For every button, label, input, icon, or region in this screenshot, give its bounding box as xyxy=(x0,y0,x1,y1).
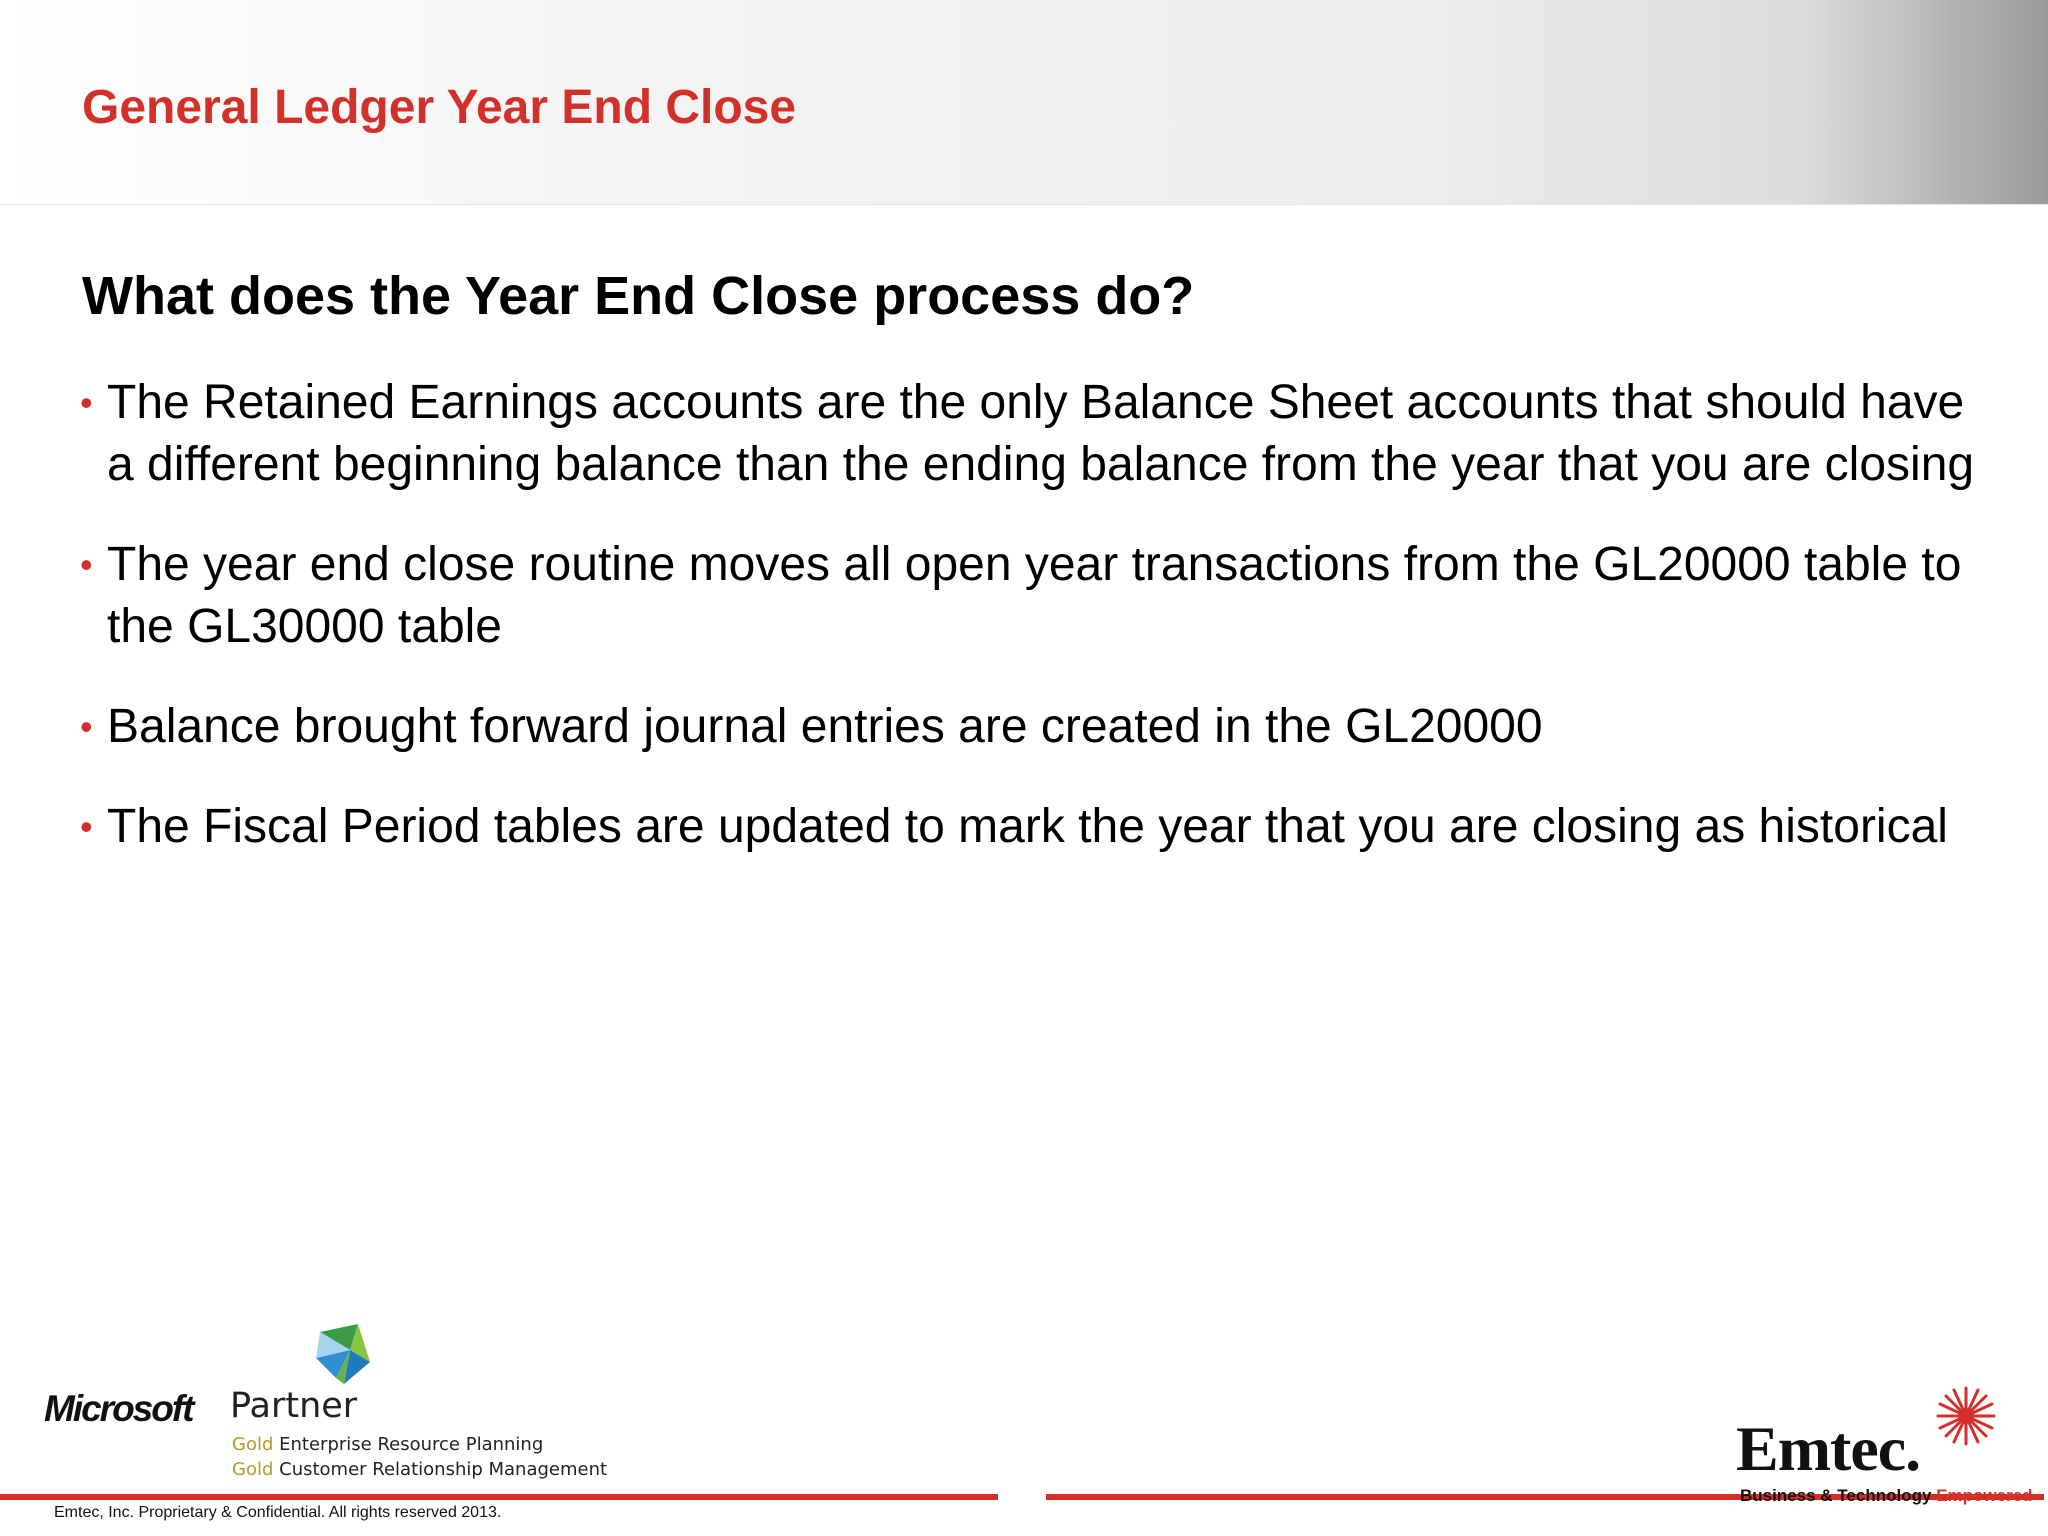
competency-area: Enterprise Resource Planning xyxy=(279,1434,544,1455)
bullet-item xyxy=(80,372,1980,496)
partner-label: Partner xyxy=(230,1386,358,1426)
bullet-text: The Retained Earnings accounts are the only Balance Sheet accounts that should have a different beginning balance than the ending balance from the year that you are closing xyxy=(107,376,1975,491)
footer-divider-left xyxy=(0,1494,998,1500)
competency-crm xyxy=(232,1459,607,1480)
competency-area: Customer Relationship Management xyxy=(279,1459,608,1480)
tagline-accent: Empowered xyxy=(1936,1486,2033,1505)
bullet-text: The Fiscal Period tables are updated to mark the year that you are closing as historical xyxy=(107,800,1948,853)
microsoft-wordmark: Microsoft xyxy=(44,1388,193,1429)
competency-erp xyxy=(232,1434,543,1455)
bullet-dot: • xyxy=(80,806,93,847)
tagline-main: Business & Technology xyxy=(1740,1486,1932,1505)
emtec-wordmark: Emtec. xyxy=(1736,1413,1921,1484)
bullet-item xyxy=(80,696,1980,758)
partner-network-icon xyxy=(306,1318,386,1390)
bullet-dot: • xyxy=(80,544,93,585)
emtec-starburst-icon xyxy=(1934,1384,1998,1448)
slide-title: General Ledger Year End Close xyxy=(82,81,797,134)
competency-level: Gold xyxy=(232,1434,274,1455)
bullet-list xyxy=(80,372,1980,896)
bullet-item xyxy=(80,796,1980,858)
footer-copyright: Emtec, Inc. Proprietary & Confidential. All rights reserved 2013. xyxy=(54,1504,502,1521)
section-heading: What does the Year End Close process do? xyxy=(82,266,1195,326)
competency-level: Gold xyxy=(232,1459,274,1480)
bullet-item xyxy=(80,534,1980,658)
bullet-text: Balance brought forward journal entries are created in the GL20000 xyxy=(107,700,1543,753)
emtec-tagline xyxy=(1740,1486,2033,1506)
bullet-dot: • xyxy=(80,382,93,423)
bullet-text: The year end close routine moves all open year transactions from the GL20000 table to the GL30000 table xyxy=(107,538,1962,653)
bullet-dot: • xyxy=(80,706,93,747)
